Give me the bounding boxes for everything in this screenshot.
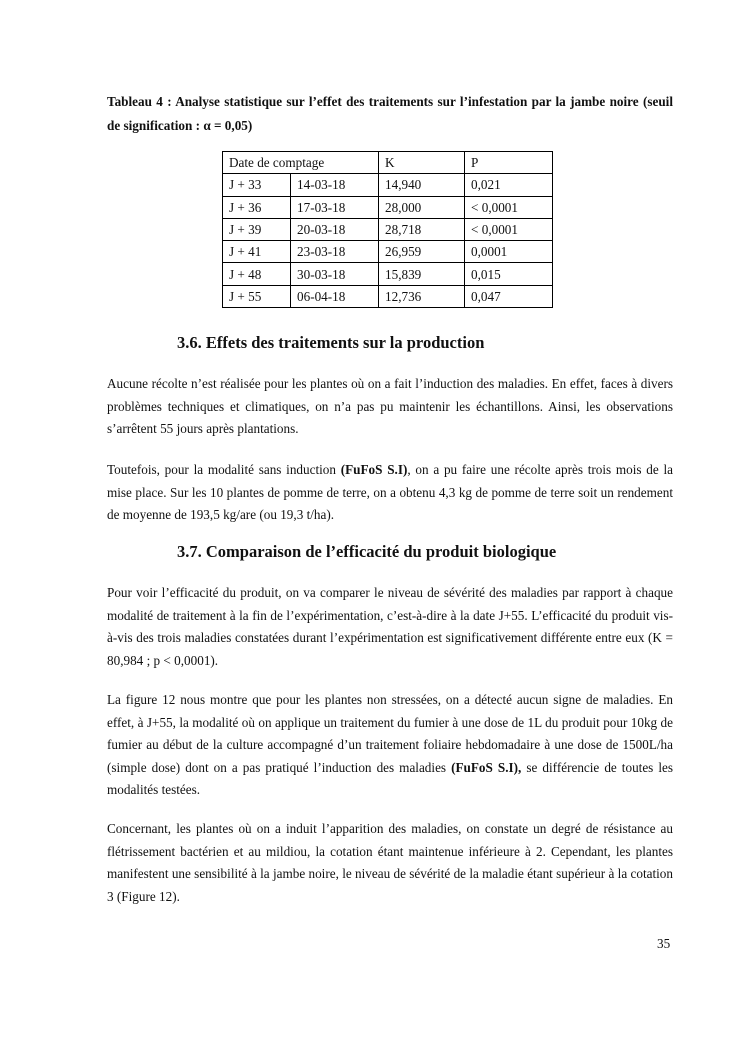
- text-span: , on a pu faire une récolte après trois mois de la mise place. Sur les 10 plantes de pomme de terre, on a obtenu 4,3 kg de pomme de terre soit un rendement de moyenne de 193,5 kg/are (ou 19,3 t/ha).: [107, 462, 673, 522]
- paragraph-figure12: [107, 689, 673, 802]
- paragraph-harvest-yield: [107, 459, 673, 527]
- cell-day: J + 48: [223, 263, 291, 285]
- header-p: P: [465, 152, 553, 174]
- cell-day: J + 33: [223, 174, 291, 196]
- text-span: se différencie de toutes les modalités testées.: [107, 759, 673, 797]
- page-number: 35: [657, 936, 671, 951]
- paragraph-efficacy: Pour voir l’efficacité du produit, on va comparer le niveau de sévérité des maladies par rapport à chaque modalité de traitement à la fin de l’expérimentation, c’est-à-dire à la date J+55. L’efficacité du produit vis-à-vis des trois maladies constatées durant l’expérimentation est significativement différente entre eux (K = 80,984 ; p < 0,0001).: [107, 585, 673, 668]
- cell-date: 30-03-18: [291, 263, 379, 285]
- cell-date: 06-04-18: [291, 285, 379, 307]
- header-k: K: [379, 152, 465, 174]
- cell-day: J + 41: [223, 241, 291, 263]
- cell-date: 17-03-18: [291, 196, 379, 218]
- paragraph-no-harvest: Aucune récolte n’est réalisée pour les plantes où on a fait l’induction des maladies. En effet, faces à divers problèmes techniques et climatiques, on n’a pas pu maintenir les échantillons. Ainsi, les observations s’arrêtent 55 jours après plantations.: [107, 376, 673, 436]
- cell-k: 12,736: [379, 285, 465, 307]
- table-row: [223, 174, 553, 196]
- cell-k: 15,839: [379, 263, 465, 285]
- table-row: [223, 218, 553, 240]
- cell-p: < 0,0001: [465, 218, 553, 240]
- cell-date: 14-03-18: [291, 174, 379, 196]
- cell-k: 28,718: [379, 218, 465, 240]
- section-heading-production: 3.6. Effets des traitements sur la production: [177, 333, 485, 352]
- cell-p: 0,0001: [465, 241, 553, 263]
- cell-day: J + 36: [223, 196, 291, 218]
- cell-k: 28,000: [379, 196, 465, 218]
- section-heading-comparison: 3.7. Comparaison de l’efficacité du produit biologique: [177, 542, 557, 561]
- cell-day: J + 55: [223, 285, 291, 307]
- text-span: La figure 12 nous montre que pour les plantes non stressées, on a détecté aucun signe de maladies. En effet, à J+55, la modalité où on applique un traitement du fumier à une dose de 1L du produit pour 10kg de fumier au début de la culture accompagné d’un traitement foliaire hebdomadaire à une dose de 1500L/ha (simple dose) dont on a pas pratiqué l’induction des maladies: [107, 692, 673, 775]
- cell-date: 23-03-18: [291, 241, 379, 263]
- text-span: Toutefois, pour la modalité sans induction: [107, 462, 341, 477]
- modality-label: (FuFoS S.I): [340, 462, 408, 477]
- cell-p: 0,021: [465, 174, 553, 196]
- table-header-row: [223, 152, 553, 174]
- table-row: [223, 241, 553, 263]
- table-row: [223, 263, 553, 285]
- header-date: Date de comptage: [223, 152, 379, 174]
- cell-p: 0,015: [465, 263, 553, 285]
- cell-p: < 0,0001: [465, 196, 553, 218]
- cell-k: 14,940: [379, 174, 465, 196]
- cell-k: 26,959: [379, 241, 465, 263]
- cell-p: 0,047: [465, 285, 553, 307]
- paragraph-induced-plants: Concernant, les plantes où on a induit l’apparition des maladies, on constate un degré de résistance au flétrissement bactérien et au mildiou, la cotation étant maintenue inférieure à 2. Cependant, les plantes manifestent une sensibilité à la jambe noire, le niveau de sévérité de la maladie étant supérieur à la cotation 3 (Figure 12).: [107, 821, 673, 904]
- table-row: [223, 196, 553, 218]
- cell-date: 20-03-18: [291, 218, 379, 240]
- statistics-table: [222, 151, 553, 308]
- table-caption: Tableau 4 : Analyse statistique sur l’effet des traitements sur l’infestation par la jambe noire (seuil de signification : α = 0,05): [107, 94, 673, 133]
- modality-label: (FuFoS S.I),: [451, 759, 522, 775]
- table-row: [223, 285, 553, 307]
- cell-day: J + 39: [223, 218, 291, 240]
